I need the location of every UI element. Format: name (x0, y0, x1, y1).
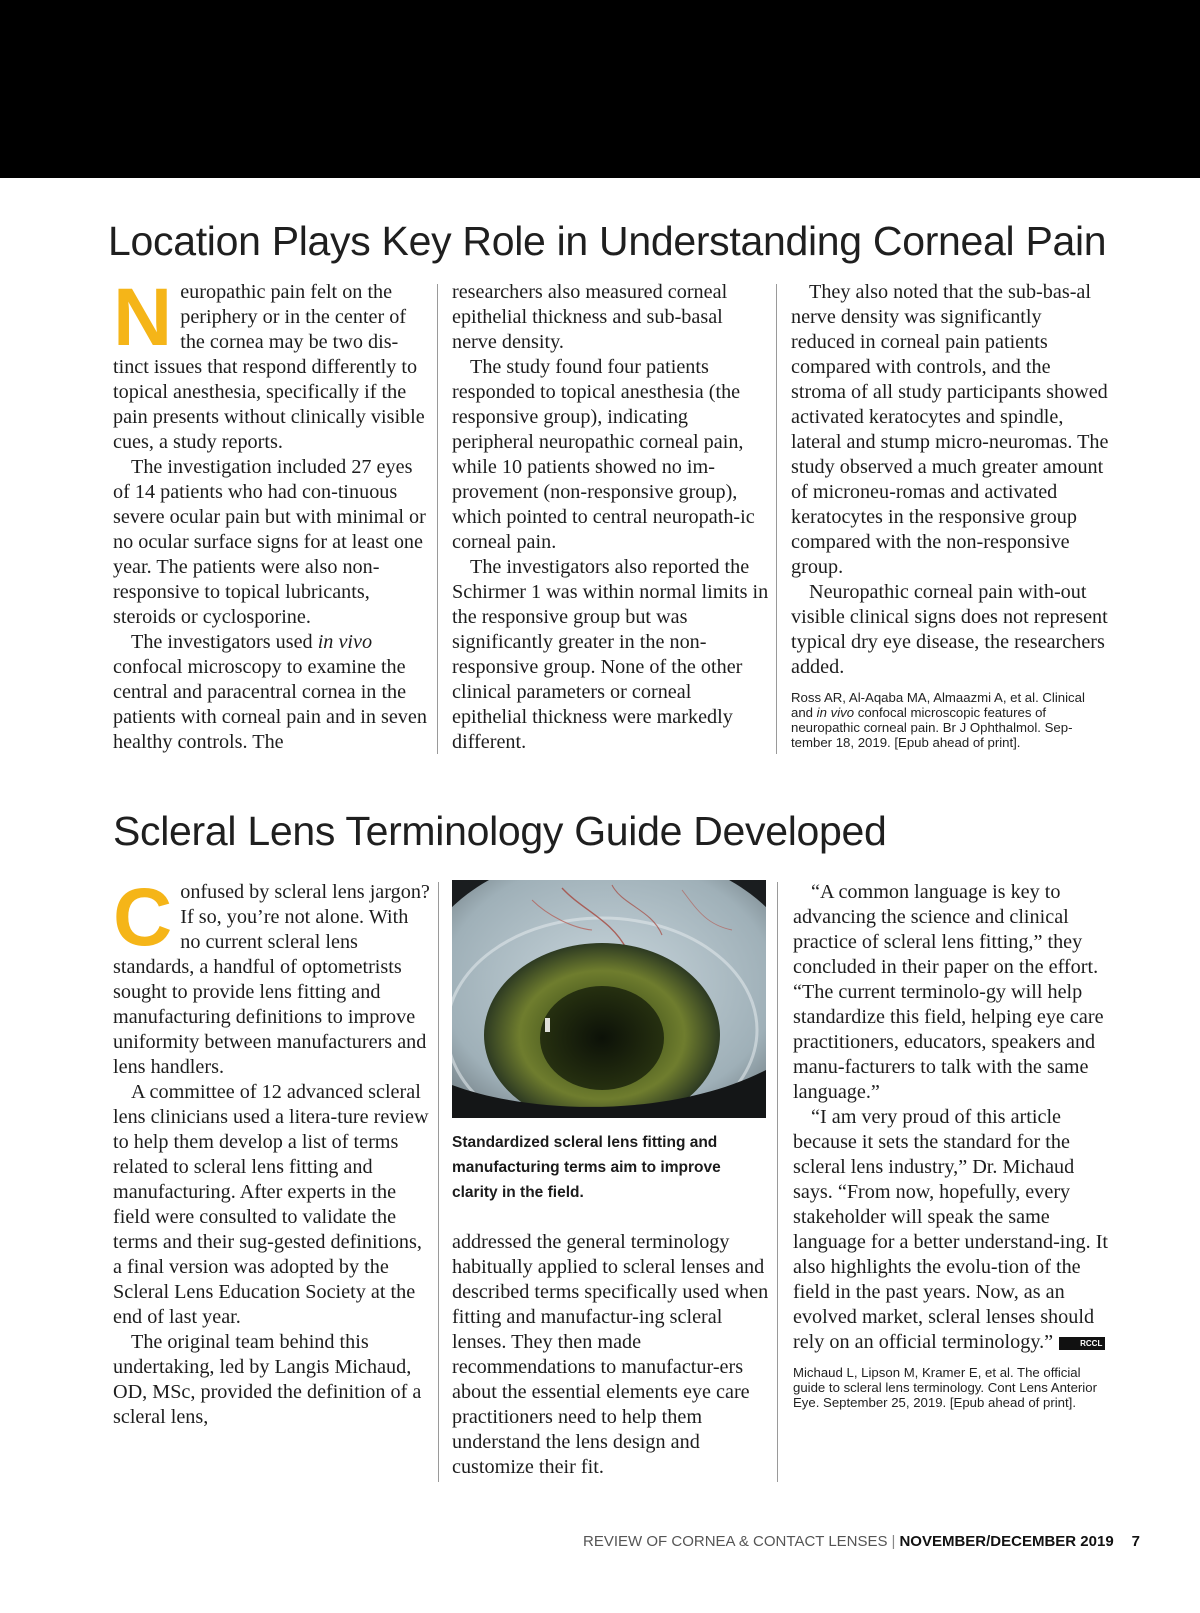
eye-closeup-image (452, 880, 766, 1118)
article1-citation: Ross AR, Al-Aqaba MA, Almaazmi A, et al. Clinical and in vivo confocal microscopic features of neuropathic corneal pain. Br J Ophthalmol. Sep-tember 18, 2019. [Epub ahead of print]. (791, 690, 1085, 750)
page-footer (583, 1533, 1140, 1550)
article1-paragraph-6: The investigators also reported the Schirmer 1 was within normal limits in the responsive group but was significantly greater in the non-responsive group. None of the other clinical parameters or corneal epithelial thickness were markedly different. (452, 556, 769, 753)
article1-column-3 (791, 280, 1109, 750)
article1-paragraph-7: They also noted that the sub-bas-al nerve density was significantly reduced in corneal pain patients compared with controls, and the stroma of all study participants showed activated keratocytes and spindle, lateral and stump micro-neuromas. The study observed a much greater amount of microneu-romas and activated keratocytes in the responsive group compared with the non-responsive group. (791, 281, 1109, 578)
article1-paragraph-1: Neuropathic pain felt on the periphery or in the center of the cornea may be two dis-tinct issues that respond differently to topical anesthesia, specifically if the pain presents without clinically visible cues, a study reports. (113, 272, 425, 453)
page-number: 7 (1131, 1533, 1140, 1550)
article1-paragraph-3: The investigators used in vivo confocal microscopy to examine the central and paracentral cornea in the patients with corneal pain and in seven healthy controls. The (113, 631, 427, 753)
scleral-lens-eye-photo (452, 880, 766, 1118)
article2-paragraph-2: A committee of 12 advanced scleral lens clinicians used a litera-ture review to help them develop a list of terms related to scleral lens fitting and manufacturing. After experts in the field were consulted to validate the terms and their sug-gested definitions, a final version was adopted by the Scleral Lens Education Society at the end of last year. (113, 1081, 429, 1328)
article1-paragraph-8: Neuropathic corneal pain with-out visible clinical signs does not represent typical dry eye disease, the researchers added. (791, 581, 1108, 678)
article2-paragraph-6: “I am very proud of this article because it sets the standard for the scleral lens industry,” Dr. Michaud says. “From now, hopefully, every stakeholder will speak the same language for a better understand-ing. It also highlights the evolu-tion of the field in the past years. Now, as an evolved market, scleral lenses should rely on an official terminology.” RCCL (793, 1106, 1109, 1353)
article2-column-3 (793, 880, 1109, 1410)
article1-paragraph-5: The study found four patients responded to topical anesthesia (the responsive group), indicating peripheral neuropathic corneal pain, while 10 patients showed no im-provement (non-responsive group), which pointed to central neuropath-ic corneal pain. (452, 356, 755, 553)
footer-publication: REVIEW OF CORNEA & CONTACT LENSES (583, 1533, 888, 1550)
article2-column-1 (113, 872, 431, 1430)
article1-dropcap: N (113, 272, 173, 363)
article1-paragraph-4: researchers also measured corneal epithelial thickness and sub-basal nerve density. (452, 281, 728, 353)
article2-citation: Michaud L, Lipson M, Kramer E, et al. The official guide to scleral lens terminology. Cont Lens Anterior Eye. September 25, 2019. [Epub ahead of print]. (793, 1365, 1097, 1410)
article2-paragraph-1: Confused by scleral lens jargon? If so, you’re not alone. With no current scleral lens standards, a handful of optometrists sought to provide lens fitting and manufacturing definitions to improve uniformity between manufacturers and lens handlers. (113, 872, 430, 1078)
article2-column-2 (452, 1230, 770, 1480)
column-divider (777, 882, 778, 1482)
column-divider (437, 284, 438, 754)
article1-column-1 (113, 272, 428, 755)
column-divider (776, 284, 777, 754)
photo-caption: Standardized scleral lens fitting and manufacturing terms aim to improve clarity in the field. (452, 1134, 721, 1201)
article2-paragraph-4: addressed the general terminology habitually applied to scleral lenses and described terms specifically used when fitting and manufactur-ing scleral lenses. They then made recommendations to manufactur-ers about the essential elements eye care practitioners need to help them understand the lens design and customize their fit. (452, 1231, 769, 1478)
rccl-end-mark: RCCL (1059, 1337, 1105, 1350)
footer-separator: | (891, 1533, 896, 1550)
top-banner (0, 0, 1200, 178)
footer-issue: NOVEMBER/DECEMBER 2019 (899, 1533, 1114, 1550)
article2-paragraph-3: The original team behind this undertaking, led by Langis Michaud, OD, MSc, provided the definition of a scleral lens, (113, 1331, 422, 1428)
article1-column-2 (452, 280, 770, 755)
column-divider (438, 882, 439, 1482)
article2-paragraph-5: “A common language is key to advancing the science and clinical practice of scleral lens fitting,” they concluded in their paper on the effort. “The current terminolo-gy will help standardize this field, helping eye care practitioners, educators, speakers and manu-facturers to talk with the same language.” (793, 881, 1104, 1103)
article2-headline: Scleral Lens Terminology Guide Developed (113, 808, 887, 854)
article2-dropcap: C (113, 872, 173, 963)
article1-paragraph-2: The investigation included 27 eyes of 14 patients who had con-tinuous severe ocular pain but with minimal or no ocular surface signs for at least one year. The patients were also non-responsive to topical lubricants, steroids or cyclosporine. (113, 456, 426, 628)
article1-headline: Location Plays Key Role in Understanding Corneal Pain (108, 218, 1107, 264)
